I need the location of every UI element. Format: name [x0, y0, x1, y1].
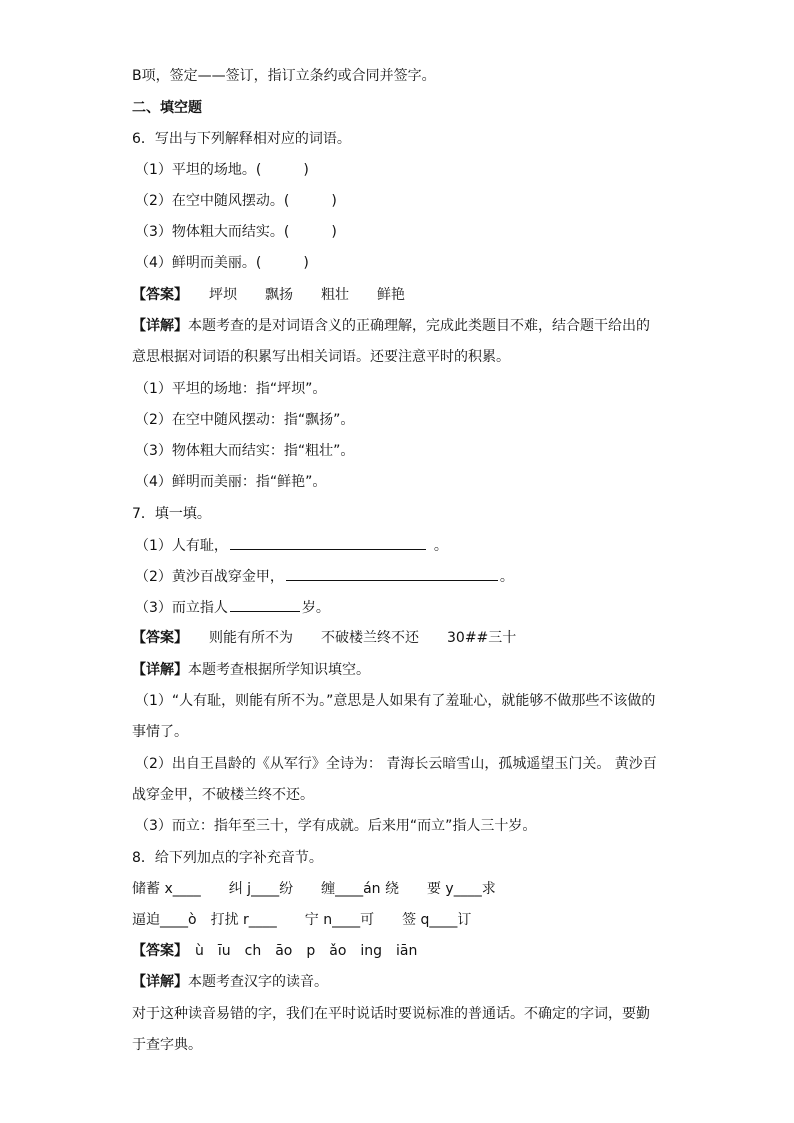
text-line: （2）出自王昌龄的《从军行》全诗为： 青海长云暗雪山，孤城遥望玉门关。 黄沙百: [135, 756, 657, 772]
answer-6: [132, 285, 405, 305]
text-line: （1）平坦的场地：指“坪坝”。: [135, 381, 327, 397]
q7-item-1-end: 。: [433, 538, 448, 554]
answer-text: 坪坝 飘扬 粗壮 鲜艳: [181, 287, 405, 303]
answer-text: 则能有所不为 不破楼兰终不还 30##三十: [181, 630, 517, 646]
explanation-6: [132, 316, 650, 336]
answer-tag: 【答案】: [132, 943, 181, 959]
explanation-text: 本题考查根据所学知识填空。: [188, 662, 370, 678]
q7-item-2-end: 。: [499, 569, 514, 585]
section-heading: 二、填空题: [132, 100, 202, 116]
q6-item-1: （1）平坦的场地。( ): [135, 162, 309, 178]
question-7: 7．填一填。: [132, 506, 211, 522]
q7-item-3-text: （3）而立指人: [135, 600, 228, 616]
q6-item-3: （3）物体粗大而结实。( ): [135, 224, 337, 240]
text-line: 意思根据对词语的积累写出相关词语。还要注意平时的积累。: [132, 349, 510, 365]
explanation-text: 本题考查汉字的读音。: [188, 974, 328, 990]
fill-blank: [230, 597, 300, 612]
text-line: （3）物体粗大而结实：指“粗壮”。: [135, 443, 355, 459]
q8-row-1: 储蓄 x____ 纠 j____纷 缠____án 绕 要 y____求: [132, 881, 496, 897]
explanation-text: 本题考查的是对词语含义的正确理解，完成此类题目不难，结合题干给出的: [188, 318, 650, 334]
text-line: B项，签定——签订，指订立条约或合同并签字。: [132, 68, 436, 84]
answer-tag: 【答案】: [132, 630, 181, 646]
text-line: 战穿金甲，不破楼兰终不还。: [132, 787, 314, 803]
q8-row-2: 逼迫____ò 打扰 r____ 宁 n____可 签 q____订: [132, 912, 472, 928]
text-line: 事情了。: [132, 724, 188, 740]
q6-item-2: （2）在空中随风摆动。( ): [135, 193, 337, 209]
answer-7: [132, 628, 516, 648]
answer-tag: 【答案】: [132, 287, 181, 303]
text-line: （1）“人有耻，则能有所不为。”意思是人如果有了羞耻心，就能够不做那些不该做的: [135, 693, 656, 709]
text-line: 于查字典。: [132, 1037, 202, 1053]
answer-text: ù īu ch āo p ǎo ing iān: [181, 943, 418, 959]
q7-item-3: [135, 597, 330, 617]
explanation-tag: 【详解】: [132, 974, 188, 990]
question-8: 8．给下列加点的字补充音节。: [132, 850, 323, 866]
q7-item-3-end: 岁。: [301, 600, 330, 616]
explanation-7: [132, 660, 370, 680]
q7-item-2-text: （2）黄沙百战穿金甲，: [135, 569, 284, 585]
text-line: 对于这种读音易错的字，我们在平时说话时要说标准的普通话。不确定的字词，要勤: [132, 1006, 650, 1022]
q7-item-1-text: （1）人有耻，: [135, 538, 228, 554]
fill-blank: [230, 535, 426, 550]
text-line: （2）在空中随风摆动：指“飘扬”。: [135, 412, 355, 428]
explanation-tag: 【详解】: [132, 318, 188, 334]
answer-8: [132, 941, 417, 961]
q7-item-1: [135, 535, 448, 555]
text-line: （3）而立：指年至三十，学有成就。后来用“而立”指人三十岁。: [135, 818, 537, 834]
text-line: （4）鲜明而美丽：指“鲜艳”。: [135, 474, 327, 490]
fill-blank: [286, 566, 498, 581]
explanation-8: [132, 972, 328, 992]
question-6: 6．写出与下列解释相对应的词语。: [132, 131, 351, 147]
explanation-tag: 【详解】: [132, 662, 188, 678]
q7-item-2: [135, 566, 514, 586]
q6-item-4: （4）鲜明而美丽。( ): [135, 255, 309, 271]
